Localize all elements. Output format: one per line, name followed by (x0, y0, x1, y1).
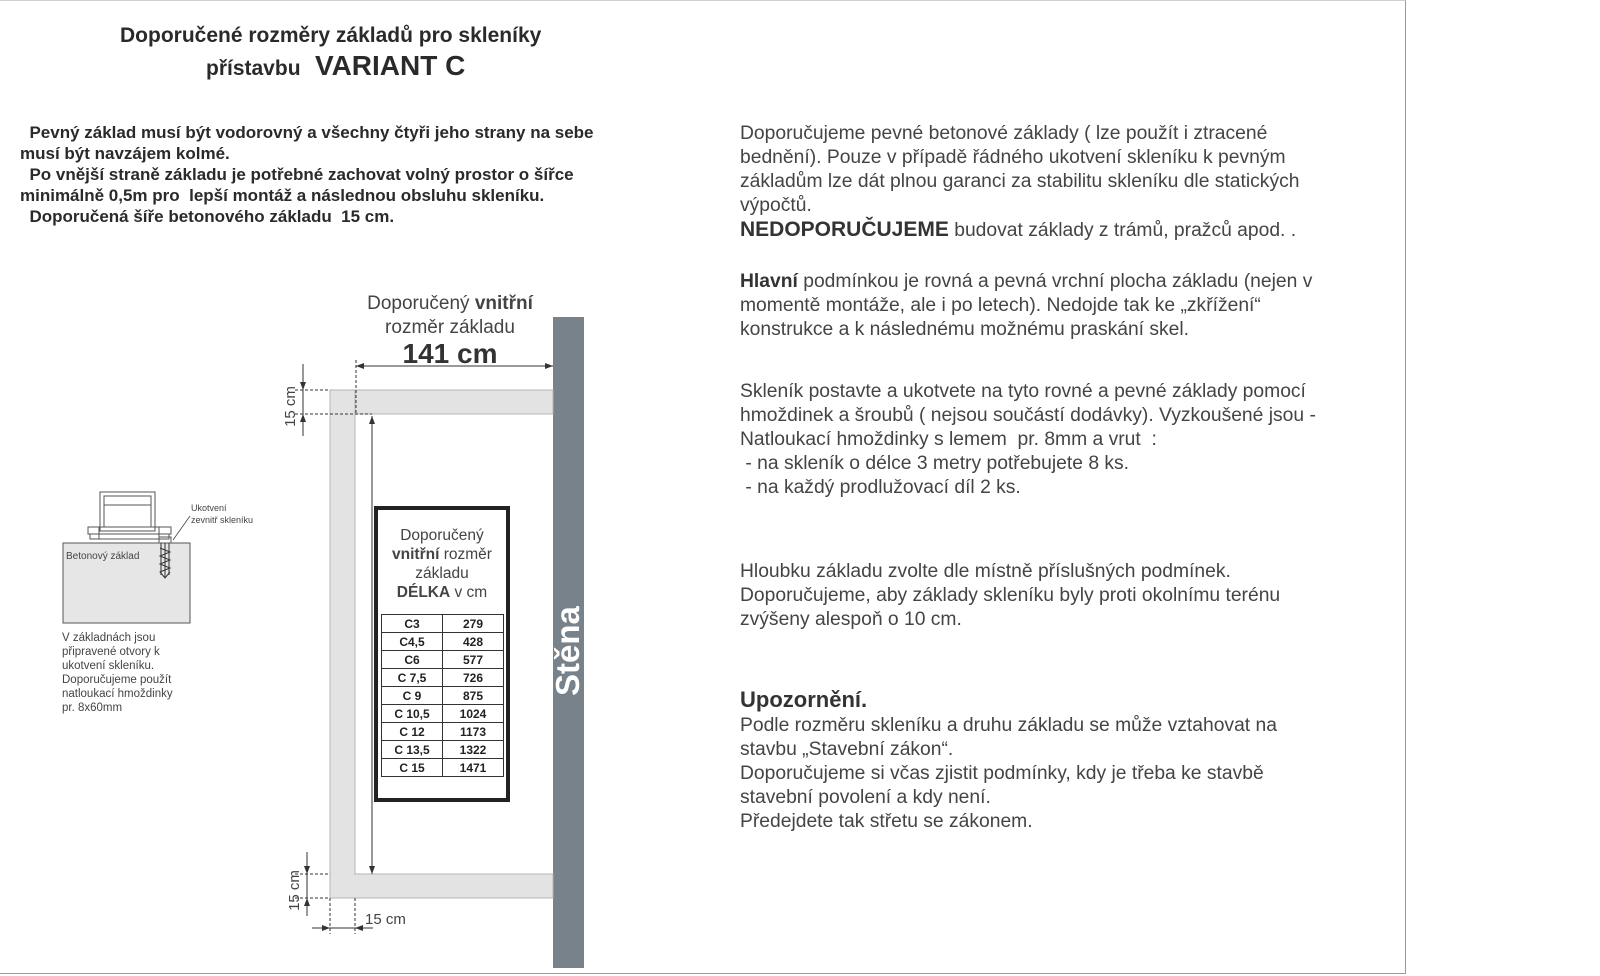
detail-note-line: natloukací hmoždinky (62, 688, 173, 700)
detail-note-line: V základnách jsou (62, 632, 156, 644)
table-row (382, 651, 504, 669)
greenhouse-profile-drawing (88, 492, 171, 543)
right-p1-line: výpočtů. (740, 195, 812, 216)
inner-size-label-bold: vnitřní (474, 293, 533, 314)
variant-cell: C 13,5 (382, 741, 443, 759)
concrete-label: Betonový základ (66, 551, 140, 562)
right-p5-line: Předejdete tak střetu se zákonem. (740, 811, 1033, 832)
right-p2-line: momentě montáže, ale i po letech). Nedojde tak ke „zkřížení“ (740, 295, 1261, 316)
length-box-line2-bold: vnitřní (392, 546, 440, 563)
intro-line: minimálně 0,5m pro lepší montáž a následnou obsluhu skleníku. (20, 186, 545, 205)
title-prefix: přístavbu (206, 57, 301, 80)
right-paragraph-1 (740, 122, 1390, 218)
not-recommended-rest: budovat základy z trámů, pražců apod. . (948, 220, 1297, 241)
detail-note-line: připravené otvory k (62, 646, 160, 658)
length-box-line4-bold: DÉLKA (396, 584, 451, 601)
length-cell: 1024 (443, 705, 504, 723)
length-cell: 279 (443, 615, 504, 633)
right-p3-line: - na každý prodlužovací díl 2 ks. (740, 477, 1021, 498)
right-p1-line: základům lze dát plnou garanci za stabilitu skleníku dle statických (740, 171, 1300, 192)
table-row (382, 615, 504, 633)
length-box (374, 506, 510, 802)
table-row (382, 633, 504, 651)
dim-side-label: 15 cm (365, 911, 406, 928)
warning-title: Upozornění. (740, 687, 868, 712)
length-cell: 875 (443, 687, 504, 705)
variant-cell: C4,5 (382, 633, 443, 651)
length-box-line1: Doporučený (400, 527, 484, 544)
detail-note (62, 631, 173, 715)
right-p3-line: - na skleník o délce 3 metry potřebujete 8 ks. (740, 453, 1130, 474)
title-line-1: Doporučené rozměry základů pro skleníky (120, 24, 542, 47)
intro-line: musí být navzájem kolmé. (20, 144, 230, 163)
variant-cell: C6 (382, 651, 443, 669)
detail-note-line: ukotvení skleníku. (62, 660, 155, 672)
table-row (382, 705, 504, 723)
inner-size-label-prefix: Doporučený (367, 293, 475, 314)
length-cell: 726 (443, 669, 504, 687)
right-p2-line: konstrukce a k následnému možnému praskání skel. (740, 319, 1190, 340)
variant-cell: C 9 (382, 687, 443, 705)
right-p5-line: stavební povolení a kdy není. (740, 787, 991, 808)
variant-cell: C 15 (382, 759, 443, 777)
not-recommended-line (740, 218, 1390, 243)
right-p1-line: bednění). Pouze v případě řádného ukotvení skleníku k pevným (740, 147, 1286, 168)
right-p5-line: Doporučujeme si včas zjistit podmínky, kdy je třeba ke stavbě (740, 763, 1264, 784)
inner-size-label-line2: rozměr základu (385, 317, 515, 338)
title-variant: VARIANT C (314, 50, 466, 81)
right-p5-line: Podle rozměru skleníku a druhu základu se může vztahovat na (740, 715, 1277, 736)
right-paragraph-3 (740, 380, 1390, 500)
foundation-bottom (330, 874, 553, 898)
table-row (382, 741, 504, 759)
width-value: 141 cm (402, 338, 498, 369)
length-cell: 1471 (443, 759, 504, 777)
inner-size-label (340, 292, 560, 340)
table-row (382, 759, 504, 777)
main-condition-bold: Hlavní (740, 271, 798, 292)
length-box-caption (378, 526, 506, 602)
anchor-label (191, 502, 253, 526)
main-condition-rest: podmínkou je rovná a pevná vrchní plocha základu (nejen v (797, 271, 1313, 292)
anchor-label-line1: Ukotvení (191, 503, 227, 513)
length-box-line2-rest: rozměr (439, 546, 492, 563)
detail-note-line: pr. 8x60mm (62, 702, 123, 714)
wall-label: Stěna (549, 606, 586, 696)
variant-cell: C 7,5 (382, 669, 443, 687)
length-table (381, 614, 504, 777)
table-row (382, 687, 504, 705)
screw-drawing (160, 543, 170, 578)
detail-note-line: Doporučujeme použít (62, 674, 172, 686)
length-cell: 1173 (443, 723, 504, 741)
right-p4-line: zvýšeny alespoň o 10 cm. (740, 609, 962, 630)
right-p4-line: Doporučujeme, aby základy skleníku byly proti okolnímu terénu (740, 585, 1281, 606)
right-p3-line: Skleník postavte a ukotvete na tyto rovné a pevné základy pomocí (740, 381, 1306, 402)
right-paragraph-5 (740, 714, 1390, 834)
table-row (382, 669, 504, 687)
right-paragraph-4 (740, 560, 1390, 632)
length-box-line4-rest: v cm (450, 584, 488, 601)
table-row (382, 723, 504, 741)
variant-cell: C3 (382, 615, 443, 633)
foundation-top (330, 390, 553, 414)
dim-bottom-label: 15 cm (285, 870, 303, 911)
length-cell: 577 (443, 651, 504, 669)
length-cell: 1322 (443, 741, 504, 759)
right-p3-line: hmoždinek a šroubů ( nejsou součástí dodávky). Vyzkoušené jsou - (740, 405, 1316, 426)
right-p4-line: Hloubku základu zvolte dle místně příslušných podmínek. (740, 561, 1231, 582)
right-p5-line: stavbu „Stavební zákon“. (740, 739, 954, 760)
variant-cell: C 12 (382, 723, 443, 741)
dim-top-label: 15 cm (281, 386, 299, 427)
right-paragraph-2 (740, 270, 1390, 342)
anchor-label-line2: zevnitř skleníku (191, 515, 254, 525)
intro-line: Pevný základ musí být vodorovný a všechny čtyři jeho strany na sebe (20, 123, 594, 142)
right-p3-line: Natloukací hmoždinky s lemem pr. 8mm a vrut : (740, 429, 1157, 450)
length-cell: 428 (443, 633, 504, 651)
length-box-line3: základu (415, 565, 469, 582)
intro-line: Po vnější straně základu je potřebné zachovat volný prostor o šířce (20, 165, 574, 184)
right-p1-line: Doporučujeme pevné betonové základy ( lze použít i ztracené (740, 123, 1268, 144)
not-recommended-bold: NEDOPORUČUJEME (740, 218, 949, 241)
intro-line: Doporučená šíře betonového základu 15 cm. (20, 207, 395, 226)
variant-cell: C 10,5 (382, 705, 443, 723)
anchor-pointer (173, 516, 190, 540)
